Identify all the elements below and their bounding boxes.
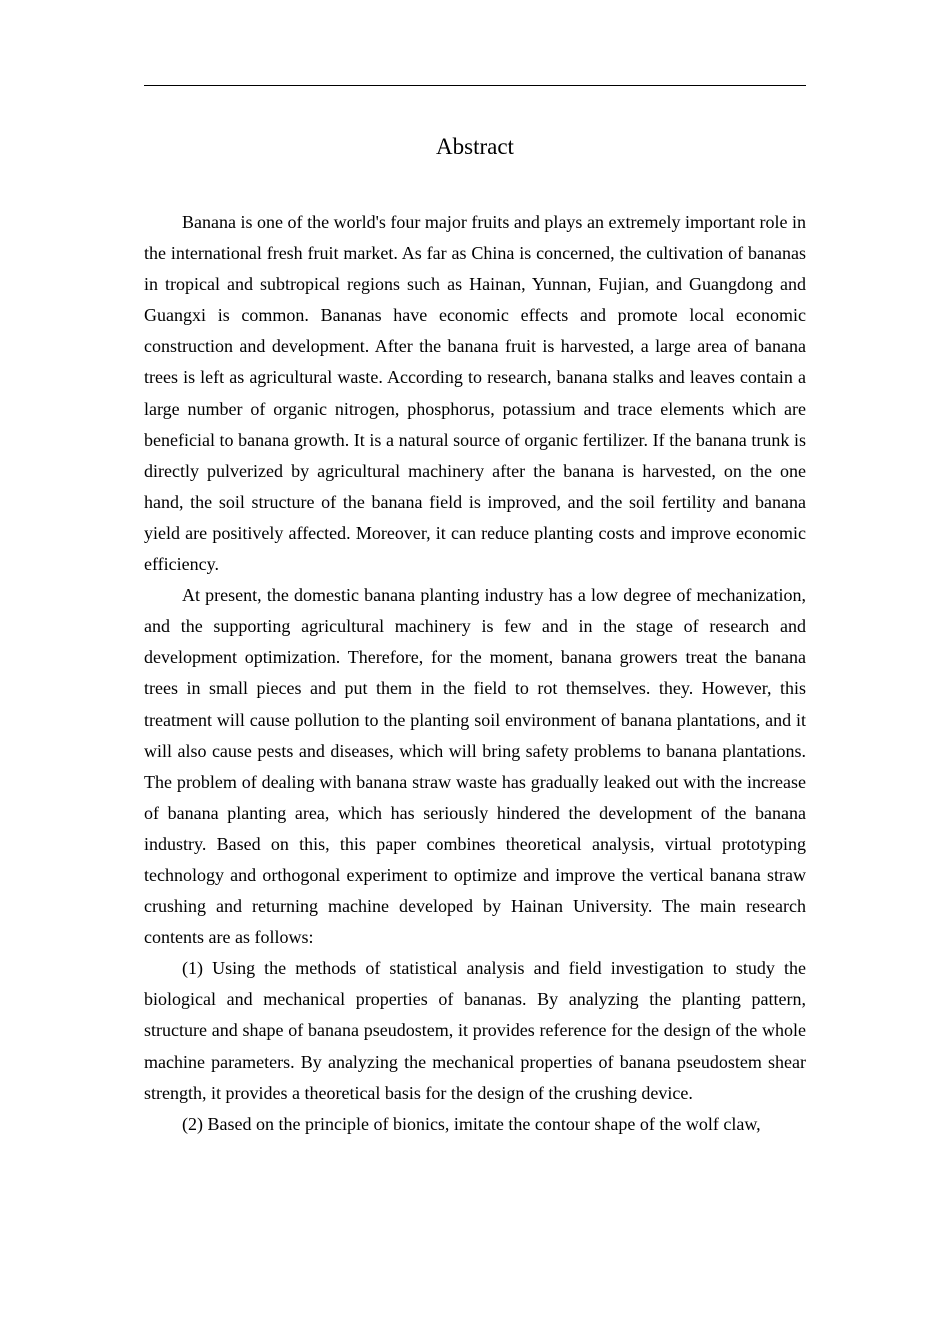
abstract-title: Abstract <box>436 134 514 159</box>
abstract-body <box>144 207 806 1140</box>
header-rule <box>144 85 806 86</box>
paragraph-3: (1) Using the methods of statistical analysis and field investigation to study the biological and mechanical properties of bananas. By analyzing the planting pattern, structure and shape of banana pseudostem, it provides reference for the design of the whole machine parameters. By analyzing the mechanical properties of banana pseudostem shear strength, it provides a theoretical basis for the design of the crushing device. <box>144 958 806 1103</box>
paragraph-1: Banana is one of the world's four major fruits and plays an extremely important role in the international fresh fruit market. As far as China is concerned, the cultivation of bananas in tropical and subtropical regions such as Hainan, Yunnan, Fujian, and Guangdong and Guangxi is common. Bananas have economic effects and promote local economic construction and development. After the banana fruit is harvested, a large area of banana trees is left as agricultural waste. According to research, banana stalks and leaves contain a large number of organic nitrogen, phosphorus, potassium and trace elements which are beneficial to banana growth. It is a natural source of organic fertilizer. If the banana trunk is directly pulverized by agricultural machinery after the banana is harvested, on the one hand, the soil structure of the banana field is improved, and the soil fertility and banana yield are positively affected. Moreover, it can reduce planting costs and improve economic efficiency. <box>144 212 806 575</box>
paragraph-2: At present, the domestic banana planting industry has a low degree of mechanization, and the supporting agricultural machinery is few and in the stage of research and development optimization. Therefore, for the moment, banana growers treat the banana trees in small pieces and put them in the field to rot themselves. they. However, this treatment will cause pollution to the planting soil environment of banana plantations, and it will also cause pests and diseases, which will bring safety problems to banana plantations. The problem of dealing with banana straw waste has gradually leaked out with the increase of banana planting area, which has seriously hindered the development of the banana industry. Based on this, this paper combines theoretical analysis, virtual prototyping technology and orthogonal experiment to optimize and improve the vertical banana straw crushing and returning machine developed by Hainan University. The main research contents are as follows: <box>144 585 806 948</box>
paragraph-4: (2) Based on the principle of bionics, imitate the contour shape of the wolf claw, <box>182 1113 761 1134</box>
